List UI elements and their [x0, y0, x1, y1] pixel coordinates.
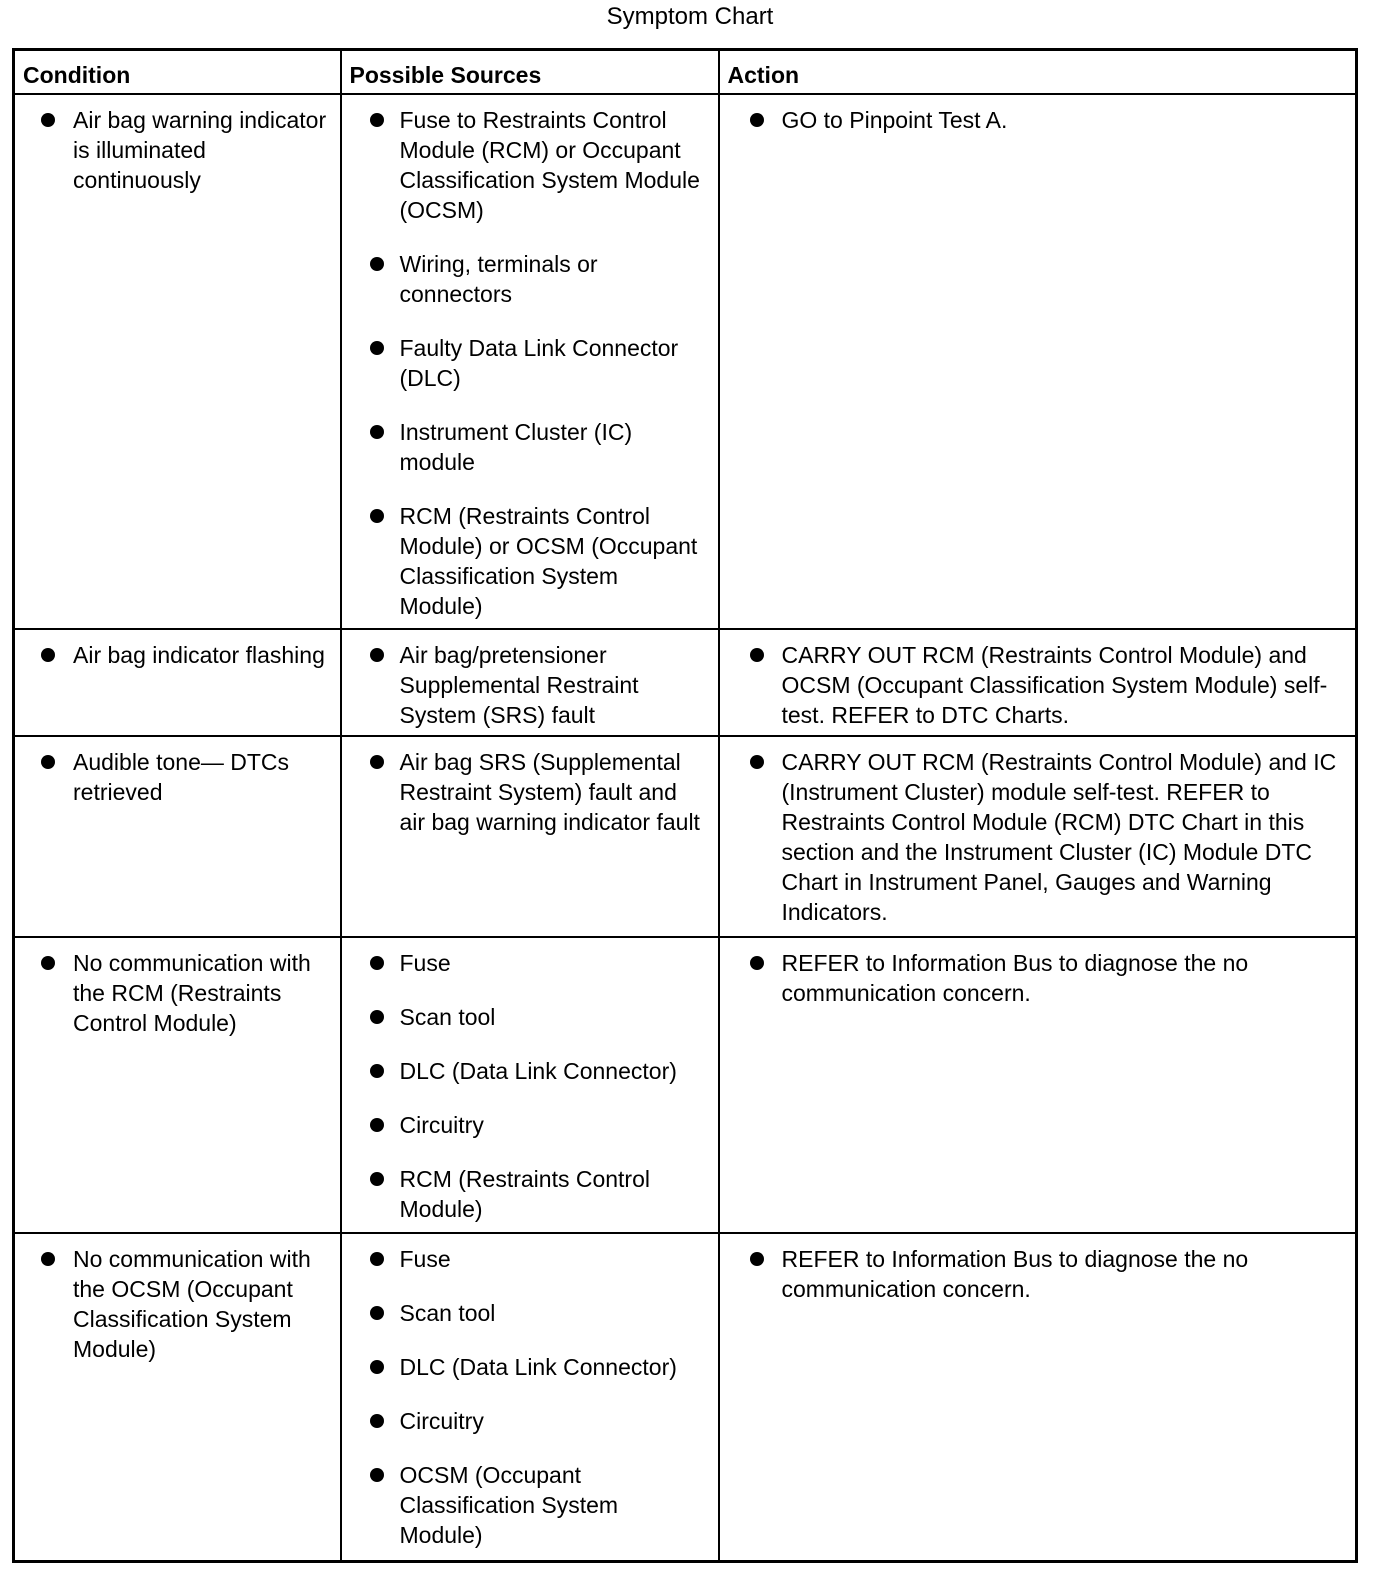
bullet-icon [41, 113, 55, 127]
action-cell [719, 736, 1357, 937]
bullet-icon [370, 648, 384, 662]
item-text: Fuse to Restraints Control Module (RCM) or Occupant Classification System Module (OCSM) [399, 107, 700, 223]
list-item [354, 417, 708, 477]
bullet-icon [370, 1360, 384, 1374]
bullet-list [354, 948, 708, 1224]
bullet-icon [370, 1172, 384, 1186]
bullet-icon [41, 956, 55, 970]
list-item [354, 1056, 708, 1086]
condition-cell [14, 1233, 341, 1561]
bullet-icon [41, 755, 55, 769]
item-text: Fuse [399, 1246, 451, 1272]
list-item [354, 1406, 708, 1436]
item-text: No communication with the RCM (Restraints Control Module) [73, 950, 311, 1036]
item-text: CARRY OUT RCM (Restraints Control Module) and OCSM (Occupant Classification System Module) self-test. REFER to DTC Charts. [781, 642, 1328, 728]
item-text: Instrument Cluster (IC) module [399, 419, 633, 475]
list-item [354, 333, 708, 393]
item-text: Air bag/pretensioner Supplemental Restraint System (SRS) fault [399, 642, 639, 728]
item-text: DLC (Data Link Connector) [399, 1058, 677, 1084]
item-text: Fuse [399, 950, 451, 976]
bullet-list [734, 105, 1346, 135]
condition-cell [14, 94, 341, 629]
bullet-icon [41, 1252, 55, 1266]
bullet-icon [370, 113, 384, 127]
item-text: Scan tool [399, 1300, 496, 1326]
bullet-icon [370, 1306, 384, 1320]
page-title: Symptom Chart [606, 3, 774, 30]
list-item [354, 1352, 708, 1382]
sources-cell [341, 629, 719, 736]
item-text: REFER to Information Bus to diagnose the no communication concern. [781, 1246, 1249, 1302]
list-item [354, 747, 708, 837]
sources-cell [341, 94, 719, 629]
bullet-icon [370, 341, 384, 355]
table-row [14, 94, 1357, 629]
bullet-icon [370, 1118, 384, 1132]
bullet-list [25, 1244, 330, 1364]
bullet-icon [370, 425, 384, 439]
bullet-list [354, 1244, 708, 1550]
bullet-icon [370, 956, 384, 970]
action-cell [719, 629, 1357, 736]
bullet-icon [370, 755, 384, 769]
list-item [354, 501, 708, 621]
action-cell [719, 1233, 1357, 1561]
list-item [354, 1164, 708, 1224]
table-row [14, 736, 1357, 937]
bullet-icon [370, 1414, 384, 1428]
list-item [354, 948, 708, 978]
bullet-icon [750, 755, 764, 769]
bullet-list [734, 948, 1346, 1008]
table-row [14, 629, 1357, 736]
table-body [14, 94, 1357, 1561]
header-row [14, 50, 1357, 95]
sources-cell [341, 736, 719, 937]
bullet-icon [370, 257, 384, 271]
condition-cell [14, 937, 341, 1233]
item-text: REFER to Information Bus to diagnose the no communication concern. [781, 950, 1249, 1006]
bullet-list [25, 105, 330, 195]
list-item [354, 1110, 708, 1140]
item-text: DLC (Data Link Connector) [399, 1354, 677, 1380]
list-item [734, 747, 1346, 927]
item-text: RCM (Restraints Control Module) [399, 1166, 650, 1222]
list-item [354, 249, 708, 309]
bullet-list [354, 105, 708, 621]
condition-cell [14, 736, 341, 937]
item-text: Wiring, terminals or connectors [399, 251, 598, 307]
sources-cell [341, 1233, 719, 1561]
list-item [25, 948, 330, 1038]
bullet-icon [750, 956, 764, 970]
bullet-icon [370, 1064, 384, 1078]
bullet-list [734, 747, 1346, 927]
bullet-icon [750, 648, 764, 662]
list-item [354, 1244, 708, 1274]
bullet-list [354, 747, 708, 837]
table-row [14, 937, 1357, 1233]
list-item [25, 640, 330, 670]
header-action: Action [719, 50, 1357, 95]
list-item [354, 1002, 708, 1032]
bullet-icon [750, 113, 764, 127]
item-text: Circuitry [399, 1112, 484, 1138]
item-text: RCM (Restraints Control Module) or OCSM (Occupant Classification System Module) [399, 503, 698, 619]
item-text: OCSM (Occupant Classification System Module) [399, 1462, 619, 1548]
list-item [25, 105, 330, 195]
table-row [14, 1233, 1357, 1561]
sources-cell [341, 937, 719, 1233]
list-item [734, 948, 1346, 1008]
bullet-icon [370, 1010, 384, 1024]
action-cell [719, 94, 1357, 629]
list-item [354, 640, 708, 730]
item-text: Circuitry [399, 1408, 484, 1434]
item-text: GO to Pinpoint Test A. [781, 107, 1008, 133]
bullet-icon [41, 648, 55, 662]
list-item [354, 1298, 708, 1328]
bullet-list [25, 948, 330, 1038]
list-item [354, 1460, 708, 1550]
bullet-icon [370, 1252, 384, 1266]
symptom-chart-table [12, 48, 1358, 1563]
item-text: Air bag SRS (Supplemental Restraint System) fault and air bag warning indicator fault [399, 749, 700, 835]
bullet-list [354, 640, 708, 730]
list-item [734, 105, 1346, 135]
bullet-list [734, 1244, 1346, 1304]
header-condition: Condition [14, 50, 341, 95]
item-text: No communication with the OCSM (Occupant Classification System Module) [73, 1246, 311, 1362]
list-item [25, 1244, 330, 1364]
list-item [25, 747, 330, 807]
bullet-list [25, 640, 330, 670]
action-cell [719, 937, 1357, 1233]
list-item [354, 105, 708, 225]
item-text: Air bag warning indicator is illuminated continuously [73, 107, 327, 193]
bullet-icon [370, 1468, 384, 1482]
list-item [734, 1244, 1346, 1304]
item-text: Air bag indicator flashing [73, 642, 325, 668]
bullet-icon [750, 1252, 764, 1266]
bullet-icon [370, 509, 384, 523]
item-text: Faulty Data Link Connector (DLC) [399, 335, 679, 391]
header-possible-sources: Possible Sources [341, 50, 719, 95]
bullet-list [734, 640, 1346, 730]
bullet-list [25, 747, 330, 807]
list-item [734, 640, 1346, 730]
item-text: Scan tool [399, 1004, 496, 1030]
item-text: CARRY OUT RCM (Restraints Control Module) and IC (Instrument Cluster) module self-test. REFER to Restraints Control Module (RCM) DTC Chart in this section and the Instrument Cluster (IC) Module DTC Chart in Instrument Panel, Gauges and Warning Indicators. [781, 749, 1337, 925]
condition-cell [14, 629, 341, 736]
item-text: Audible tone— DTCs retrieved [73, 749, 290, 805]
